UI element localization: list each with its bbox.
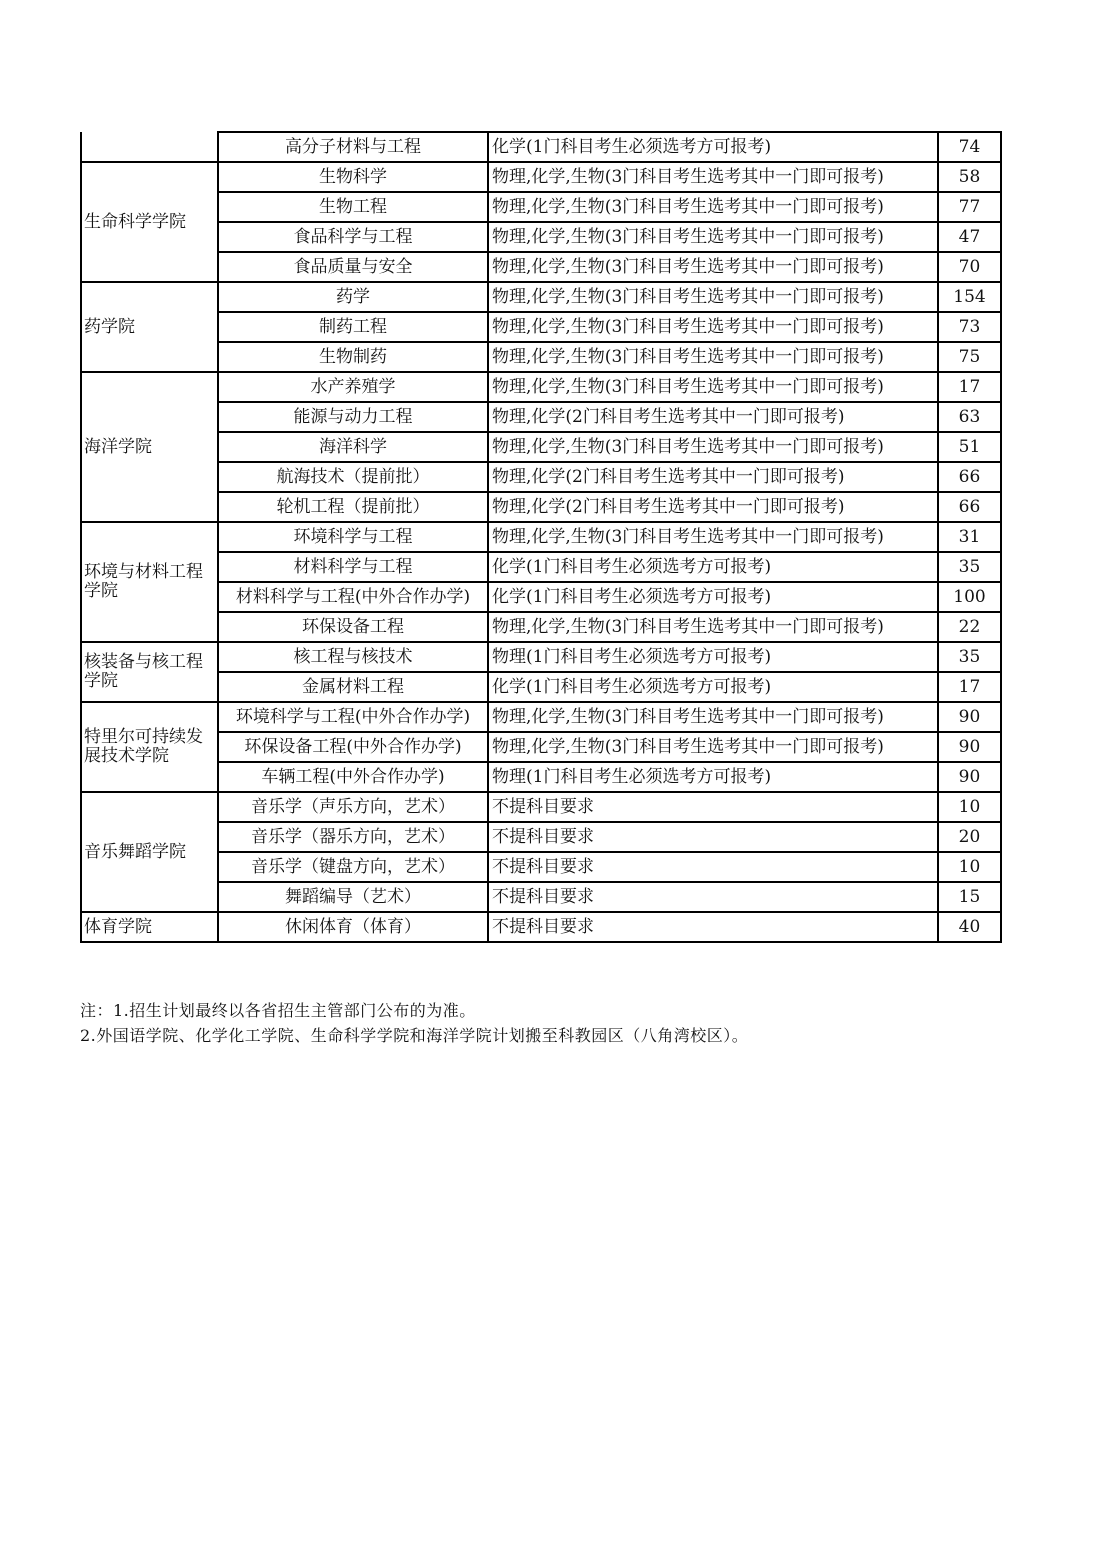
table-row [81, 252, 1001, 282]
table-row [81, 762, 1001, 792]
enrollment-plan-table [80, 131, 1002, 943]
quota-cell: 40 [938, 912, 1001, 942]
major-cell: 环保设备工程 [218, 612, 488, 642]
quota-cell: 66 [938, 492, 1001, 522]
major-cell: 食品科学与工程 [218, 222, 488, 252]
requirement-cell: 物理,化学,生物(3门科目考生选考其中一门即可报考) [488, 702, 938, 732]
table-row [81, 492, 1001, 522]
table-row [81, 642, 1001, 672]
college-cell: 海洋学院 [81, 372, 218, 522]
major-cell: 生物工程 [218, 192, 488, 222]
footnote-1: 注：1.招生计划最终以各省招生主管部门公布的为准。 [80, 1001, 476, 1020]
quota-cell: 15 [938, 882, 1001, 912]
requirement-cell: 物理(1门科目考生必须选考方可报考) [488, 642, 938, 672]
major-cell: 制药工程 [218, 312, 488, 342]
table-row [81, 192, 1001, 222]
requirement-cell: 物理,化学(2门科目考生选考其中一门即可报考) [488, 462, 938, 492]
table-row [81, 552, 1001, 582]
requirement-cell: 物理,化学,生物(3门科目考生选考其中一门即可报考) [488, 312, 938, 342]
quota-cell: 90 [938, 702, 1001, 732]
college-cell: 药学院 [81, 282, 218, 372]
major-cell: 海洋科学 [218, 432, 488, 462]
quota-cell: 75 [938, 342, 1001, 372]
requirement-cell: 物理,化学,生物(3门科目考生选考其中一门即可报考) [488, 612, 938, 642]
requirement-cell: 化学(1门科目考生必须选考方可报考) [488, 582, 938, 612]
major-cell: 环境科学与工程 [218, 522, 488, 552]
college-cell: 体育学院 [81, 912, 218, 942]
quota-cell: 73 [938, 312, 1001, 342]
major-cell: 音乐学（器乐方向，艺术） [218, 822, 488, 852]
major-cell: 休闲体育（体育） [218, 912, 488, 942]
college-cell: 核装备与核工程学院 [81, 642, 218, 702]
college-cell: 生命科学学院 [81, 162, 218, 282]
quota-cell: 22 [938, 612, 1001, 642]
quota-cell: 74 [938, 132, 1001, 162]
footnotes [80, 998, 748, 1048]
major-cell: 音乐学（声乐方向，艺术） [218, 792, 488, 822]
table-row [81, 432, 1001, 462]
table-row [81, 522, 1001, 552]
quota-cell: 17 [938, 372, 1001, 402]
requirement-cell: 不提科目要求 [488, 822, 938, 852]
table-row [81, 222, 1001, 252]
table-row [81, 702, 1001, 732]
quota-cell: 90 [938, 762, 1001, 792]
requirement-cell: 物理,化学,生物(3门科目考生选考其中一门即可报考) [488, 432, 938, 462]
quota-cell: 70 [938, 252, 1001, 282]
quota-cell: 51 [938, 432, 1001, 462]
quota-cell: 31 [938, 522, 1001, 552]
major-cell: 高分子材料与工程 [218, 132, 488, 162]
requirement-cell: 物理,化学,生物(3门科目考生选考其中一门即可报考) [488, 342, 938, 372]
college-cell: 环境与材料工程学院 [81, 522, 218, 642]
college-cell [81, 132, 218, 162]
table-row [81, 342, 1001, 372]
requirement-cell: 不提科目要求 [488, 852, 938, 882]
college-cell: 音乐舞蹈学院 [81, 792, 218, 912]
major-cell: 水产养殖学 [218, 372, 488, 402]
requirement-cell: 物理,化学,生物(3门科目考生选考其中一门即可报考) [488, 162, 938, 192]
requirement-cell: 物理,化学,生物(3门科目考生选考其中一门即可报考) [488, 372, 938, 402]
table-body [81, 132, 1001, 942]
quota-cell: 35 [938, 642, 1001, 672]
major-cell: 生物科学 [218, 162, 488, 192]
quota-cell: 154 [938, 282, 1001, 312]
requirement-cell: 不提科目要求 [488, 912, 938, 942]
major-cell: 金属材料工程 [218, 672, 488, 702]
major-cell: 药学 [218, 282, 488, 312]
major-cell: 生物制药 [218, 342, 488, 372]
table-row [81, 312, 1001, 342]
table-row [81, 822, 1001, 852]
requirement-cell: 化学(1门科目考生必须选考方可报考) [488, 672, 938, 702]
quota-cell: 35 [938, 552, 1001, 582]
quota-cell: 77 [938, 192, 1001, 222]
quota-cell: 90 [938, 732, 1001, 762]
major-cell: 车辆工程(中外合作办学) [218, 762, 488, 792]
table-row [81, 912, 1001, 942]
requirement-cell: 物理,化学(2门科目考生选考其中一门即可报考) [488, 402, 938, 432]
table-row [81, 132, 1001, 162]
table-row [81, 402, 1001, 432]
major-cell: 环境科学与工程(中外合作办学) [218, 702, 488, 732]
quota-cell: 100 [938, 582, 1001, 612]
major-cell: 航海技术（提前批） [218, 462, 488, 492]
quota-cell: 10 [938, 852, 1001, 882]
major-cell: 环保设备工程(中外合作办学) [218, 732, 488, 762]
table-row [81, 462, 1001, 492]
table-row [81, 372, 1001, 402]
quota-cell: 10 [938, 792, 1001, 822]
major-cell: 材料科学与工程 [218, 552, 488, 582]
requirement-cell: 物理,化学,生物(3门科目考生选考其中一门即可报考) [488, 192, 938, 222]
requirement-cell: 化学(1门科目考生必须选考方可报考) [488, 132, 938, 162]
requirement-cell: 物理,化学(2门科目考生选考其中一门即可报考) [488, 492, 938, 522]
college-cell: 特里尔可持续发展技术学院 [81, 702, 218, 792]
quota-cell: 58 [938, 162, 1001, 192]
requirement-cell: 物理,化学,生物(3门科目考生选考其中一门即可报考) [488, 732, 938, 762]
requirement-cell: 物理,化学,生物(3门科目考生选考其中一门即可报考) [488, 222, 938, 252]
major-cell: 核工程与核技术 [218, 642, 488, 672]
requirement-cell: 化学(1门科目考生必须选考方可报考) [488, 552, 938, 582]
quota-cell: 63 [938, 402, 1001, 432]
table-row [81, 792, 1001, 822]
major-cell: 轮机工程（提前批） [218, 492, 488, 522]
requirement-cell: 物理,化学,生物(3门科目考生选考其中一门即可报考) [488, 252, 938, 282]
table-row [81, 882, 1001, 912]
table-row [81, 582, 1001, 612]
major-cell: 材料科学与工程(中外合作办学) [218, 582, 488, 612]
quota-cell: 17 [938, 672, 1001, 702]
table-row [81, 672, 1001, 702]
requirement-cell: 物理,化学,生物(3门科目考生选考其中一门即可报考) [488, 282, 938, 312]
table-row [81, 612, 1001, 642]
requirement-cell: 不提科目要求 [488, 792, 938, 822]
major-cell: 舞蹈编导（艺术） [218, 882, 488, 912]
major-cell: 能源与动力工程 [218, 402, 488, 432]
table-row [81, 852, 1001, 882]
requirement-cell: 不提科目要求 [488, 882, 938, 912]
table-row [81, 282, 1001, 312]
requirement-cell: 物理,化学,生物(3门科目考生选考其中一门即可报考) [488, 522, 938, 552]
quota-cell: 20 [938, 822, 1001, 852]
major-cell: 食品质量与安全 [218, 252, 488, 282]
requirement-cell: 物理(1门科目考生必须选考方可报考) [488, 762, 938, 792]
quota-cell: 47 [938, 222, 1001, 252]
table-row [81, 162, 1001, 192]
table-row [81, 732, 1001, 762]
quota-cell: 66 [938, 462, 1001, 492]
footnote-2: 2.外国语学院、化学化工学院、生命科学学院和海洋学院计划搬至科教园区（八角湾校区）。 [80, 1026, 749, 1045]
major-cell: 音乐学（键盘方向，艺术） [218, 852, 488, 882]
